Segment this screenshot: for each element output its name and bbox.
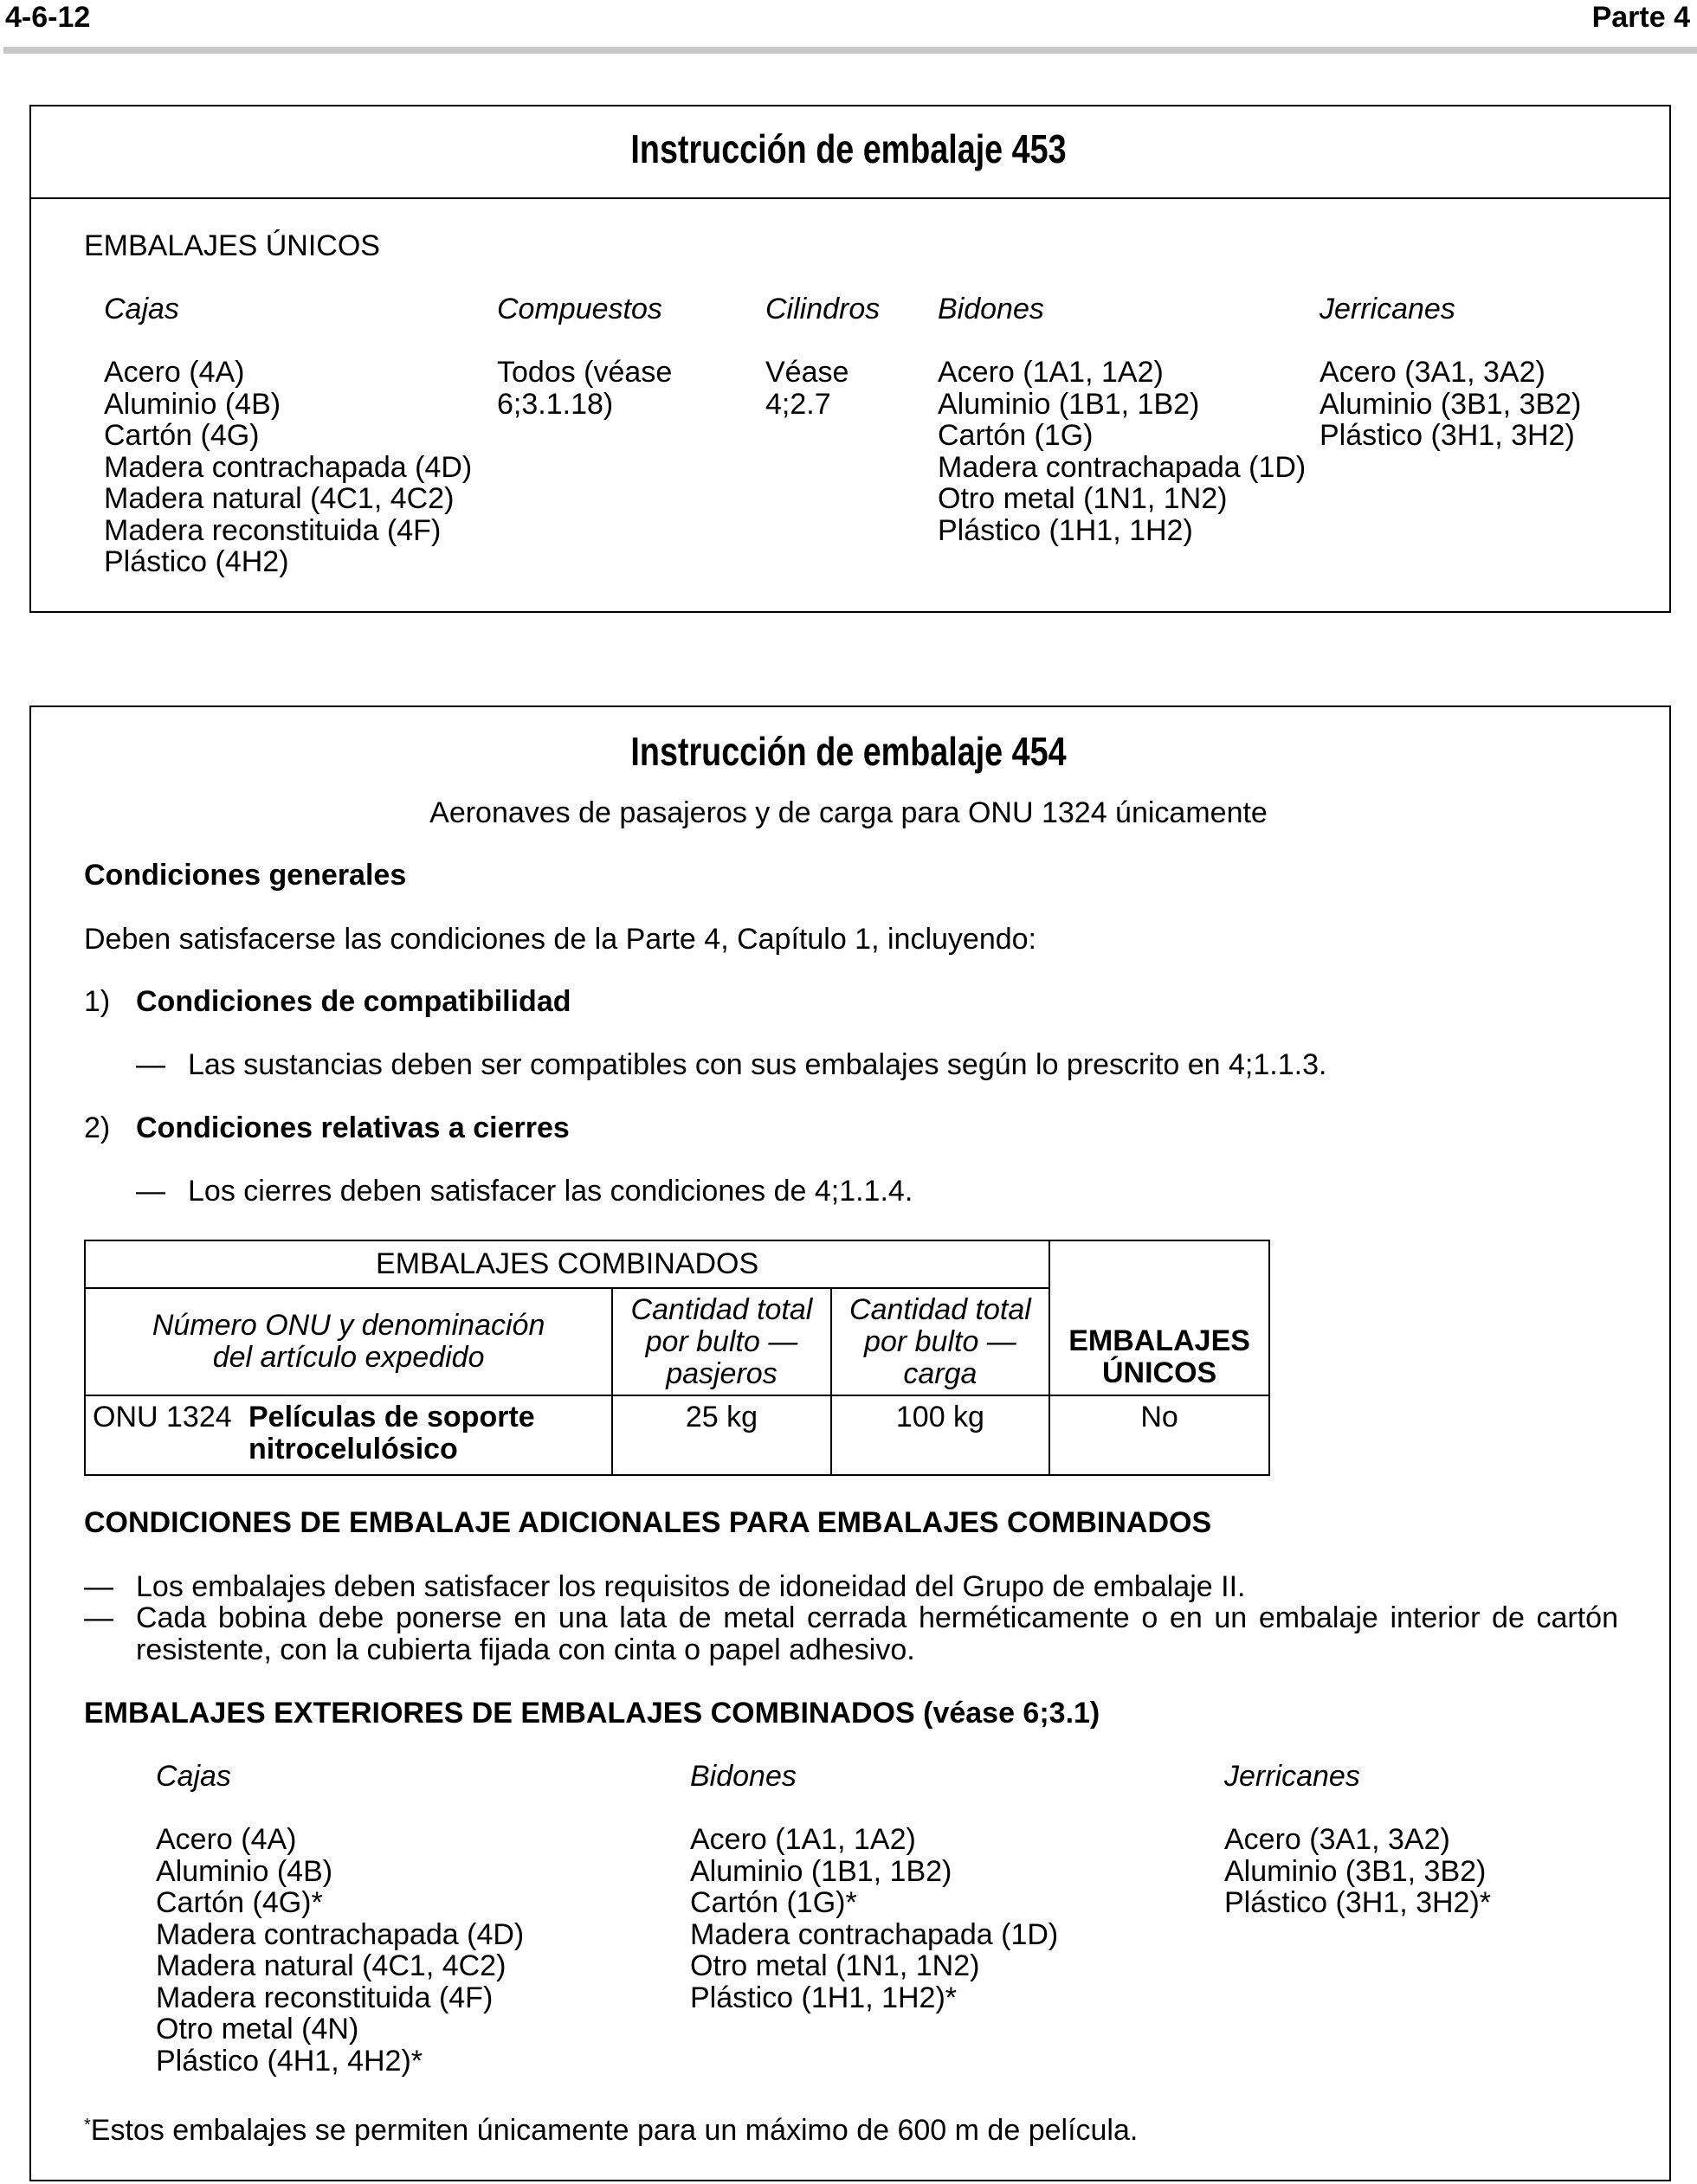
list-item: Acero (1A1, 1A2): [938, 356, 1164, 389]
additional-2-text-line1: Cada bobina debe ponerse en una lata de metal cerrada herméticamente o en un embalaje interior de cartón: [136, 1601, 1618, 1634]
footnote-text: Estos embalajes se permiten únicamente para un máximo de 600 m de película.: [90, 2114, 1139, 2147]
list-item: Madera natural (4C1, 4C2): [104, 482, 455, 515]
list-item: Acero (3A1, 3A2): [1224, 1823, 1450, 1856]
header-rule: [3, 47, 1697, 54]
list-item: 4;2.7: [765, 387, 831, 421]
condition-2-text: Los cierres deben satisfacer las condiciones de 4;1.1.4.: [188, 1175, 913, 1208]
list-item: Cartón (1G)*: [690, 1886, 857, 1919]
list-item: Cartón (4G)*: [156, 1886, 323, 1919]
list-item: Acero (3A1, 3A2): [1320, 356, 1545, 389]
list-item: Plástico (4H2): [104, 545, 289, 578]
condition-2-title: Condiciones relativas a cierres: [136, 1111, 570, 1144]
condition-2-dash: —: [136, 1175, 165, 1208]
pi453-title: Instrucción de embalaje 453: [630, 126, 1067, 171]
list-item: 6;3.1.18): [497, 387, 614, 421]
list-item: Plástico (3H1, 3H2): [1320, 419, 1575, 452]
cargo-quantity-cell: 100 kg: [831, 1395, 1049, 1475]
list-item: Acero (4A): [156, 1823, 297, 1856]
footnote: [84, 2115, 1138, 2146]
passenger-quantity-cell: 25 kg: [612, 1395, 830, 1475]
page-number: 4-6-12: [5, 1, 91, 34]
list-item: Madera contrachapada (1D): [938, 450, 1307, 484]
additional-2-text-line2: resistente, con la cubierta fijada con cinta o papel adhesivo.: [136, 1633, 915, 1666]
list-item: Plástico (1H1, 1H2)*: [690, 1981, 958, 2014]
pi453-col-compuestos: [497, 293, 672, 420]
list-item: Aluminio (4B): [104, 387, 281, 421]
list-item: Plástico (3H1, 3H2)*: [1224, 1886, 1492, 1919]
pi454-subtitle: Aeronaves de pasajeros y de carga para ONU 1324 únicamente: [429, 796, 1268, 829]
outer-col-jerricanes: [1224, 1761, 1491, 1919]
list-item: Cartón (4G): [104, 419, 260, 452]
part-label: Parte 4: [1591, 1, 1690, 34]
outer-col-bidones: [690, 1761, 1058, 2013]
list-item: Madera reconstituida (4F): [156, 1981, 494, 2014]
footnote-mark: *: [84, 2116, 91, 2135]
column-heading: Bidones: [938, 293, 1044, 325]
quantity-table: [84, 1240, 1270, 1476]
list-item: Cartón (1G): [938, 419, 1094, 452]
list-item: Aluminio (3B1, 3B2): [1320, 387, 1582, 421]
pi453-title-divider: [29, 197, 1671, 199]
un-name-cell: [85, 1395, 612, 1475]
passenger-quantity-header: Cantidad total por bulto — pasjeros: [612, 1288, 830, 1395]
article-name: Películas de soporte nitrocelulósico: [248, 1401, 535, 1466]
additional-conditions-heading: CONDICIONES DE EMBALAJE ADICIONALES PARA EMBALAJES COMBINADOS: [84, 1506, 1212, 1539]
additional-2-dash: —: [84, 1601, 113, 1634]
general-conditions-intro: Deben satisfacerse las condiciones de la Parte 4, Capítulo 1, incluyendo:: [84, 923, 1036, 956]
outer-col-cajas: [156, 1761, 524, 2077]
list-item: Madera natural (4C1, 4C2): [156, 1949, 507, 1982]
additional-1-text: Los embalajes deben satisfacer los requisitos de idoneidad del Grupo de embalaje II.: [136, 1570, 1246, 1603]
un-name-column-header: Número ONU y denominación del artículo expedido: [85, 1288, 612, 1395]
condition-2-number: 2): [84, 1111, 111, 1144]
list-item: Madera contrachapada (1D): [690, 1917, 1059, 1951]
column-heading: Cajas: [156, 1760, 231, 1793]
list-item: Todos (véase: [497, 356, 673, 389]
list-item: Véase: [765, 356, 849, 389]
list-item: Madera contrachapada (4D): [104, 450, 473, 484]
single-packagings-cell: No: [1049, 1395, 1269, 1475]
list-item: Otro metal (1N1, 1N2): [690, 1949, 980, 1982]
list-item: Acero (1A1, 1A2): [690, 1823, 916, 1856]
column-heading: Jerricanes: [1224, 1760, 1360, 1793]
pi453-col-jerricanes: [1320, 293, 1581, 452]
additional-1-dash: —: [84, 1570, 113, 1603]
list-item: Acero (4A): [104, 356, 245, 389]
un-number: ONU 1324: [93, 1401, 232, 1433]
table-row: [85, 1395, 1269, 1475]
list-item: Madera reconstituida (4F): [104, 513, 442, 547]
general-conditions-heading: Condiciones generales: [84, 859, 407, 892]
list-item: Plástico (4H1, 4H2)*: [156, 2044, 423, 2078]
condition-1-number: 1): [84, 985, 111, 1018]
column-heading: Jerricanes: [1320, 293, 1455, 325]
single-packagings-header: EMBALAJES ÚNICOS: [1049, 1240, 1269, 1395]
pi454-title: Instrucción de embalaje 454: [630, 729, 1067, 774]
column-heading: Compuestos: [497, 293, 662, 325]
list-item: Otro metal (4N): [156, 2013, 359, 2045]
pi453-section-heading: EMBALAJES ÚNICOS: [84, 229, 380, 262]
list-item: Aluminio (1B1, 1B2): [690, 1854, 952, 1888]
pi453-col-cilindros: [765, 293, 880, 420]
combined-packagings-heading: EMBALAJES COMBINADOS: [85, 1240, 1049, 1288]
list-item: Aluminio (3B1, 3B2): [1224, 1854, 1487, 1888]
list-item: Aluminio (4B): [156, 1854, 333, 1888]
condition-1-dash: —: [136, 1048, 165, 1081]
outer-packagings-heading: EMBALAJES EXTERIORES DE EMBALAJES COMBINADOS (véase 6;3.1): [84, 1697, 1100, 1730]
list-item: Otro metal (1N1, 1N2): [938, 482, 1228, 515]
condition-1-text: Las sustancias deben ser compatibles con sus embalajes según lo prescrito en 4;1.1.3.: [188, 1048, 1327, 1081]
list-item: Plástico (1H1, 1H2): [938, 513, 1193, 547]
column-heading: Bidones: [690, 1760, 797, 1793]
condition-1-title: Condiciones de compatibilidad: [136, 985, 571, 1018]
list-item: Aluminio (1B1, 1B2): [938, 387, 1200, 421]
cargo-quantity-header: Cantidad total por bulto — carga: [831, 1288, 1049, 1395]
column-heading: Cilindros: [765, 293, 881, 325]
pi453-col-bidones: [938, 293, 1306, 546]
column-heading: Cajas: [104, 293, 179, 325]
pi453-col-cajas: [104, 293, 472, 578]
list-item: Madera contrachapada (4D): [156, 1917, 525, 1951]
